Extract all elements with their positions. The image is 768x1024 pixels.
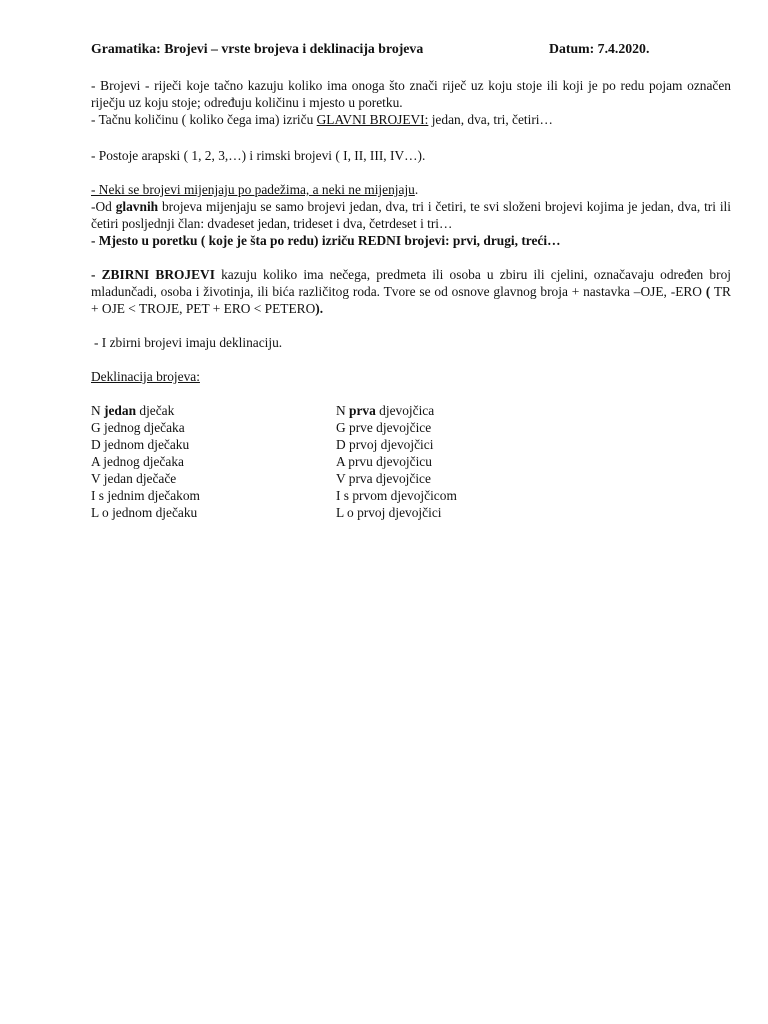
- declension-right-i: I s prvom djevojčicom: [336, 488, 457, 503]
- collective-text: kazuju koliko ima nečega, predmeta ili osoba u zbiru ili cjelini, označavaju određen broj mladunčadi, osoba i životinja, ili bića različitog roda. Tvore se od osnove glavnog broja + nastavka –OJE, -ERO: [91, 267, 731, 299]
- ordinal-paragraph: [91, 232, 731, 249]
- declinable-heading: - Neki se brojevi mijenjaju po padežima, a neki ne mijenjaju: [91, 182, 415, 197]
- case-label: N: [336, 403, 350, 418]
- declension-heading-section: [91, 368, 731, 385]
- collective-formula: TR + OJE < TROJE, PET + ERO < PETERO: [91, 284, 731, 316]
- numerals-section: [91, 147, 731, 164]
- intro-section: [91, 77, 731, 128]
- declinable-period: .: [414, 182, 419, 197]
- case-bold-word: jedan: [104, 403, 137, 418]
- declension-right-n: [336, 402, 457, 419]
- declension-right-v: V prva djevojčice: [336, 471, 431, 486]
- declension-left-a: A jednog dječaka: [91, 454, 184, 469]
- collective-note-section: [94, 334, 734, 351]
- case-rest: dječak: [136, 403, 175, 418]
- case-rest: djevojčica: [375, 403, 435, 418]
- declinable-text-a: -Od: [91, 199, 116, 214]
- collective-note: - I zbirni brojevi imaju deklinaciju.: [94, 335, 283, 350]
- declension-left-l: L o jednom dječaku: [91, 505, 198, 520]
- declension-heading: Deklinacija brojeva:: [91, 369, 200, 384]
- declinable-line: [91, 181, 731, 198]
- header: [91, 41, 731, 59]
- declension-left-n: [91, 402, 200, 419]
- declension-left-d: D jednom dječaku: [91, 437, 190, 452]
- collective-paragraph: [91, 266, 731, 317]
- collective-term: - ZBIRNI BROJEVI: [91, 267, 215, 282]
- collective-paren: (: [701, 284, 711, 299]
- document-title: Gramatika: Brojevi – vrste brojeva i deklinacija brojeva: [91, 41, 424, 56]
- declinable-paragraph: [91, 198, 731, 232]
- declension-left-g: G jednog dječaka: [91, 420, 185, 435]
- cardinal-paragraph: [91, 111, 731, 128]
- declension-right-l: L o prvoj djevojčici: [336, 505, 442, 520]
- declinable-section: [91, 181, 731, 249]
- arabic-roman-paragraph: - Postoje arapski ( 1, 2, 3,…) i rimski brojevi ( I, II, III, IV…).: [91, 148, 426, 163]
- declension-left-v: V jedan dječače: [91, 471, 177, 486]
- definition-paragraph: - Brojevi - riječi koje tačno kazuju koliko ima onoga što znači riječ uz koju stoje ili koji je po redu pojam označen riječju uz koju stoje; određuju količinu i mjesto u poretku.: [91, 78, 731, 110]
- declinable-text-b: brojeva mijenjaju se samo brojevi jedan, dva, tri i četiri, te svi složeni brojevi kojima je jedan, dva, tri ili četiri posljednji član: dvadeset jedan, trideset i dva, četrdeset i tri…: [91, 199, 731, 231]
- declension-right-column: [336, 402, 457, 521]
- ordinal-text: - Mjesto u poretku ( koje je šta po redu) izriču REDNI brojevi: prvi, drugi, treći…: [91, 233, 561, 248]
- document-date: Datum: 7.4.2020.: [549, 41, 650, 56]
- cardinal-text-a: - Tačnu količinu ( koliko čega ima) izriču: [91, 112, 317, 127]
- case-label: N: [91, 403, 105, 418]
- declension-left-i: I s jednim dječakom: [91, 488, 200, 503]
- collective-end: ).: [315, 301, 324, 316]
- declension-right-g: G prve djevojčice: [336, 420, 432, 435]
- case-bold-word: prva: [349, 403, 376, 418]
- declension-left-column: [91, 402, 200, 521]
- declinable-bold: glavnih: [115, 199, 159, 214]
- cardinal-text-b: jedan, dva, tri, četiri…: [428, 112, 553, 127]
- declension-right-a: A prvu djevojčicu: [336, 454, 432, 469]
- collective-section: [91, 266, 731, 317]
- declension-right-d: D prvoj djevojčici: [336, 437, 434, 452]
- cardinal-term: GLAVNI BROJEVI:: [316, 112, 429, 127]
